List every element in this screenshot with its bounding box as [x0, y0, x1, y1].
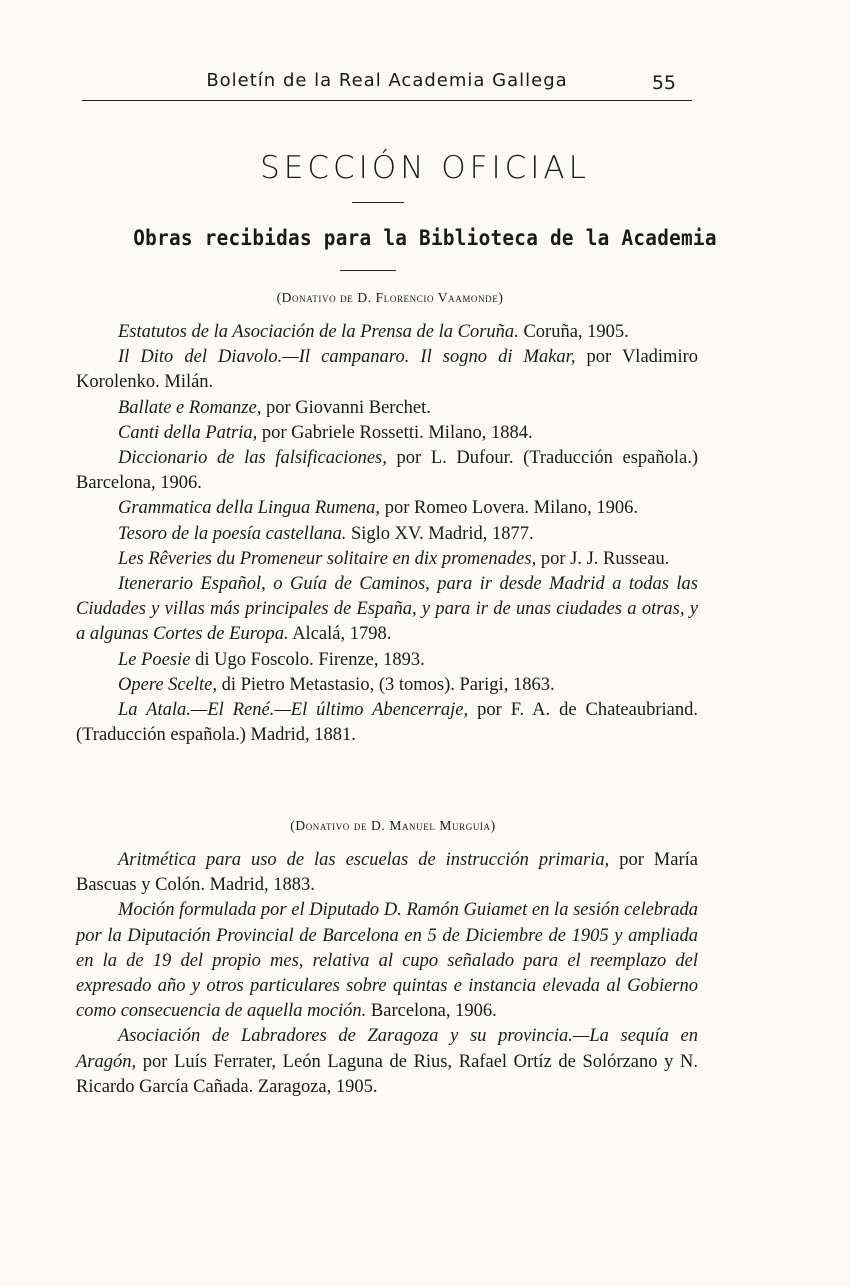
entry-list [76, 320, 698, 748]
work-details: por Giovanni Berchet. [261, 397, 431, 418]
work-details: Coruña, 1905. [518, 322, 629, 342]
work-details: di Pietro Metastasio, (3 tomos). Parigi, 1863. [216, 674, 555, 695]
subtitle-divider [340, 270, 396, 271]
page-number: 55 [651, 72, 676, 94]
work-title: Canti della Patria, [118, 422, 258, 443]
title-divider [352, 202, 404, 203]
work-details: por Luís Ferrater, León Laguna de Rius, Rafael Ortíz de Solórzano y N. Ricardo García Cañada. Zaragoza, 1905. [76, 1051, 698, 1097]
work-title: Itenerario Español, o Guía de Caminos, para ir desde Madrid a todas las Ciudades y villas más principales de España, y para ir de unas ciudades a otras, y a algunas Cortes de Europa. [76, 574, 698, 645]
work-details: por María Bascuas y Colón. Madrid, 1883. [76, 850, 698, 896]
work-details: Barcelona, 1906. [366, 1001, 497, 1022]
work-title: Il Dito del Diavolo.—Il campanaro. Il sogno di Makar, [118, 347, 576, 368]
entry-list [76, 848, 698, 1100]
bibliographic-entry [76, 648, 698, 673]
bibliographic-entry [76, 698, 698, 748]
work-title: Aritmética para uso de las escuelas de instrucción primaria, [118, 850, 610, 870]
bibliographic-entry [76, 572, 698, 648]
bibliographic-entry [76, 320, 698, 345]
bibliographic-entry [76, 547, 698, 572]
work-details: di Ugo Foscolo. Firenze, 1893. [190, 649, 425, 670]
bibliographic-entry [76, 898, 698, 1024]
running-head [82, 70, 692, 101]
work-title: La Atala.—El René.—El último Abencerraje, [118, 700, 469, 721]
work-details: por Gabriele Rossetti. Milano, 1884. [257, 422, 533, 443]
work-details: por F. A. de Chateaubriand. (Traducción española.) Madrid, 1881. [76, 700, 698, 746]
work-details: Alcalá, 1798. [288, 624, 392, 645]
bibliographic-entry [76, 496, 698, 521]
work-title: Diccionario de las falsificaciones, [118, 448, 387, 469]
bibliographic-entry [76, 345, 698, 395]
work-details: Siglo XV. Madrid, 1877. [346, 523, 534, 544]
work-title: Le Poesie [118, 649, 191, 670]
work-title: Estatutos de la Asociación de la Prensa de la Coruña. [118, 322, 519, 342]
work-details: por L. Dufour. (Traducción española.) Barcelona, 1906. [76, 448, 698, 494]
donation-heading: (Donativo de D. Florencio Vaamonde) [276, 290, 504, 305]
section-title: SECCIÓN OFICIAL [260, 150, 590, 186]
work-title: Opere Scelte, [118, 674, 217, 695]
bibliographic-entry [76, 673, 698, 698]
work-details: por Vladimiro Korolenko. Milán. [76, 347, 698, 393]
bibliographic-entry [76, 421, 698, 446]
bibliographic-entry [76, 396, 698, 421]
work-title: Moción formulada por el Diputado D. Ramón Guiamet en la sesión celebrada por la Diputación Provincial de Barcelona en 5 de Diciembre de 1905 y ampliada en la de 19 del propio mes, relativa al cupo señalado para el reemplazo del expresado año y otros particulares sobre quintas e instancia elevada al Gobierno como consecuencia de aquella moción. [76, 900, 698, 1022]
work-title: Ballate e Romanze, [118, 397, 262, 418]
donation-heading: (Donativo de D. Manuel Murguía) [290, 818, 496, 833]
section-subtitle: Obras recibidas para la Biblioteca de la Academia [133, 226, 717, 250]
work-details: por J. J. Russeau. [536, 548, 670, 569]
bibliographic-entry [76, 522, 698, 547]
journal-title: Boletín de la Real Academia Gallega [206, 70, 568, 91]
bibliographic-entry [76, 1024, 698, 1100]
bibliographic-entry [76, 446, 698, 496]
work-details: por Romeo Lovera. Milano, 1906. [380, 498, 638, 519]
work-title: Asociación de Labradores de Zaragoza y su provincia.—La sequía en Aragón, [76, 1026, 698, 1072]
work-title: Les Rêveries du Promeneur solitaire en dix promenades, [118, 548, 537, 569]
bibliographic-entry [76, 848, 698, 898]
work-title: Tesoro de la poesía castellana. [118, 523, 347, 544]
work-title: Grammatica della Lingua Rumena, [118, 498, 381, 519]
